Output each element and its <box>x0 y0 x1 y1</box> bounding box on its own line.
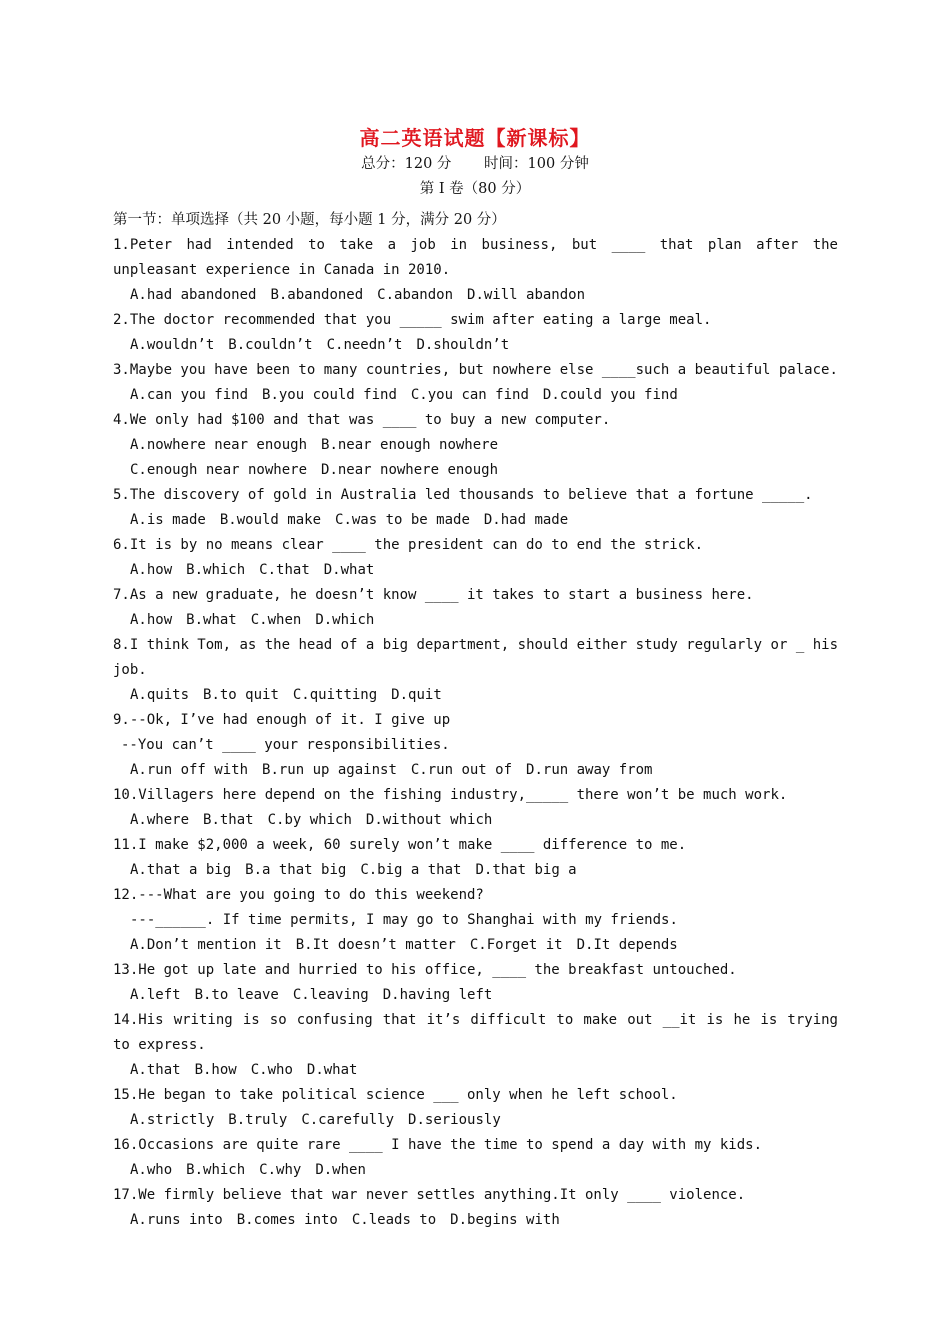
answer-option[interactable]: B.comes into <box>236 1212 338 1228</box>
options-row <box>113 333 838 358</box>
options-row <box>113 858 838 883</box>
question-stem-line: 9.--Ok, I’ve had enough of it. I give up <box>113 712 451 728</box>
answer-option[interactable]: B.how <box>194 1062 237 1078</box>
answer-option[interactable]: C.by which <box>267 812 352 828</box>
answer-option[interactable]: C.abandon <box>377 287 454 303</box>
question-stem-line: 4.We only had $100 and that was ____ to buy a new computer. <box>113 412 611 428</box>
answer-option[interactable]: C.quitting <box>292 687 378 703</box>
answer-option[interactable]: D.It depends <box>576 937 678 953</box>
question-stem-line: 3.Maybe you have been to many countries, but nowhere else ____such a beautiful palace. <box>113 362 838 378</box>
answer-option[interactable]: D.near nowhere enough <box>321 462 499 478</box>
answer-option[interactable]: A.strictly <box>130 1112 215 1128</box>
answer-option[interactable]: C.that <box>259 562 310 578</box>
question-stem-line: to express. <box>113 1037 206 1053</box>
question-stem-line: 15.He began to take political science ___ only when he left school. <box>113 1087 678 1103</box>
answer-option[interactable]: D.seriously <box>408 1112 501 1128</box>
options-row <box>113 283 838 308</box>
answer-option[interactable]: C.Forget it <box>469 937 563 953</box>
answer-option[interactable]: A.runs into <box>130 1212 223 1228</box>
answer-option[interactable]: A.that <box>130 1062 181 1078</box>
options-row <box>113 983 838 1008</box>
answer-option[interactable]: C.who <box>250 1062 293 1078</box>
answer-option[interactable]: B.to quit <box>203 687 279 703</box>
answer-option[interactable]: B.which <box>186 1162 246 1178</box>
question-stem-line: --You can’t ____ your responsibilities. <box>121 737 450 753</box>
answer-option[interactable]: A.can you find <box>130 387 249 403</box>
options-row <box>113 1208 838 1233</box>
answer-option[interactable]: A.left <box>130 987 181 1003</box>
answer-option[interactable]: C.you can find <box>410 387 529 403</box>
answer-option[interactable]: D.could you find <box>542 387 678 403</box>
question-stem-line: 17.We firmly believe that war never settles anything.It only ____ violence. <box>113 1187 746 1203</box>
question-stem-line: 6.It is by no means clear ____ the president can do to end the strick. <box>113 537 704 553</box>
options-row <box>113 758 838 783</box>
answer-option[interactable]: D.what <box>306 1062 358 1078</box>
options-row <box>113 508 838 533</box>
answer-option[interactable]: C.needn’t <box>326 337 403 353</box>
answer-option[interactable]: A.that a big <box>130 862 232 878</box>
answer-option[interactable]: B.run up against <box>262 762 397 778</box>
question-stem-line: 7.As a new graduate, he doesn’t know ____ it takes to start a business here. <box>113 587 754 603</box>
section-heading: 第一节：单项选择（共 20 小题，每小题 1 分，满分 20 分） <box>113 212 506 228</box>
answer-option[interactable]: C.leaving <box>292 987 369 1003</box>
answer-option[interactable]: D.will abandon <box>467 287 586 303</box>
answer-option[interactable]: C.was to be made <box>335 512 470 528</box>
total-score: 总分：120 分 <box>361 156 452 172</box>
answer-option[interactable]: B.a that big <box>245 862 347 878</box>
answer-option[interactable]: B.It doesn’t matter <box>295 937 456 953</box>
question-stem-line: 10.Villagers here depend on the fishing industry,_____ there won’t be much work. <box>113 787 788 803</box>
options-row <box>113 808 838 833</box>
answer-option[interactable]: B.you could find <box>262 387 397 403</box>
answer-option[interactable]: D.what <box>323 562 375 578</box>
question-stem-line: ---______. If time permits, I may go to Shanghai with my friends. <box>130 912 678 928</box>
question-stem-line: 14.His writing is so confusing that it’s difficult to make out __it is he is trying <box>113 1012 838 1028</box>
answer-option[interactable]: C.leads to <box>351 1212 437 1228</box>
answer-option[interactable]: C.carefully <box>301 1112 395 1128</box>
answer-option[interactable]: C.enough near nowhere <box>130 462 308 478</box>
answer-option[interactable]: D.run away from <box>526 762 653 778</box>
answer-option[interactable]: D.had made <box>483 512 569 528</box>
answer-option[interactable]: A.where <box>130 812 190 828</box>
answer-option[interactable]: D.without which <box>365 812 493 828</box>
question-list <box>113 233 838 1233</box>
exam-title: 高二英语试题【新课标】 <box>359 126 591 150</box>
answer-option[interactable]: A.run off with <box>130 762 249 778</box>
answer-option[interactable]: A.wouldn’t <box>130 337 215 353</box>
options-row <box>113 608 838 633</box>
answer-option[interactable]: D.quit <box>391 687 442 703</box>
answer-option[interactable]: B.near enough nowhere <box>321 437 499 453</box>
options-row <box>113 558 838 583</box>
answer-option[interactable]: D.having left <box>382 987 493 1003</box>
answer-option[interactable]: B.couldn’t <box>228 337 313 353</box>
question-stem-line: 5.The discovery of gold in Australia led thousands to believe that a fortune _____. <box>113 487 813 503</box>
options-row <box>113 433 838 458</box>
question-stem-line: 2.The doctor recommended that you _____ swim after eating a large meal. <box>113 312 712 328</box>
options-row <box>113 1108 838 1133</box>
answer-option[interactable]: D.begins with <box>450 1212 560 1228</box>
question-stem-line: 13.He got up late and hurried to his office, ____ the breakfast untouched. <box>113 962 737 978</box>
answer-option[interactable]: D.shouldn’t <box>416 337 510 353</box>
answer-option[interactable]: A.who <box>130 1162 173 1178</box>
question-stem-line: 16.Occasions are quite rare ____ I have the time to spend a day with my kids. <box>113 1137 763 1153</box>
options-row <box>113 1058 838 1083</box>
answer-option[interactable]: A.quits <box>130 687 190 703</box>
question-stem-line: job. <box>113 662 147 678</box>
answer-option[interactable]: C.why <box>259 1162 302 1178</box>
answer-option[interactable]: B.what <box>186 612 237 628</box>
answer-option[interactable]: A.is made <box>130 512 206 528</box>
options-row <box>113 683 838 708</box>
options-row <box>113 933 838 958</box>
question-stem-line: 1.Peter had intended to take a job in business, but ____ that plan after the <box>113 237 838 253</box>
answer-option[interactable]: C.run out of <box>410 762 513 778</box>
exam-time: 时间：100 分钟 <box>484 156 589 172</box>
answer-option[interactable]: A.had abandoned <box>130 287 257 303</box>
answer-option[interactable]: A.how <box>130 612 173 628</box>
answer-option[interactable]: B.which <box>186 562 246 578</box>
volume-heading: 第 I 卷（80 分） <box>419 181 531 197</box>
answer-option[interactable]: D.when <box>315 1162 366 1178</box>
options-row <box>113 458 838 483</box>
answer-option[interactable]: D.which <box>315 612 375 628</box>
answer-option[interactable]: B.to leave <box>194 987 279 1003</box>
question-stem-line: 12.---What are you going to do this weekend? <box>113 887 484 903</box>
options-row <box>113 383 838 408</box>
answer-option[interactable]: C.when <box>250 612 302 628</box>
question-stem-line: 11.I make $2,000 a week, 60 surely won’t make ____ difference to me. <box>113 837 687 853</box>
answer-option[interactable]: A.nowhere near enough <box>130 437 308 453</box>
answer-option[interactable]: A.how <box>130 562 173 578</box>
answer-option[interactable]: B.that <box>203 812 254 828</box>
exam-meta <box>0 152 950 173</box>
answer-option[interactable]: C.big a that <box>360 862 462 878</box>
answer-option[interactable]: D.that big a <box>475 862 577 878</box>
answer-option[interactable]: B.abandoned <box>270 287 364 303</box>
answer-option[interactable]: B.truly <box>228 1112 288 1128</box>
question-stem-line: unpleasant experience in Canada in 2010. <box>113 262 451 278</box>
options-row <box>113 1158 838 1183</box>
question-stem-line: 8.I think Tom, as the head of a big department, should either study regularly or _ his <box>113 637 838 653</box>
answer-option[interactable]: B.would make <box>219 512 322 528</box>
answer-option[interactable]: A.Don’t mention it <box>130 937 282 953</box>
